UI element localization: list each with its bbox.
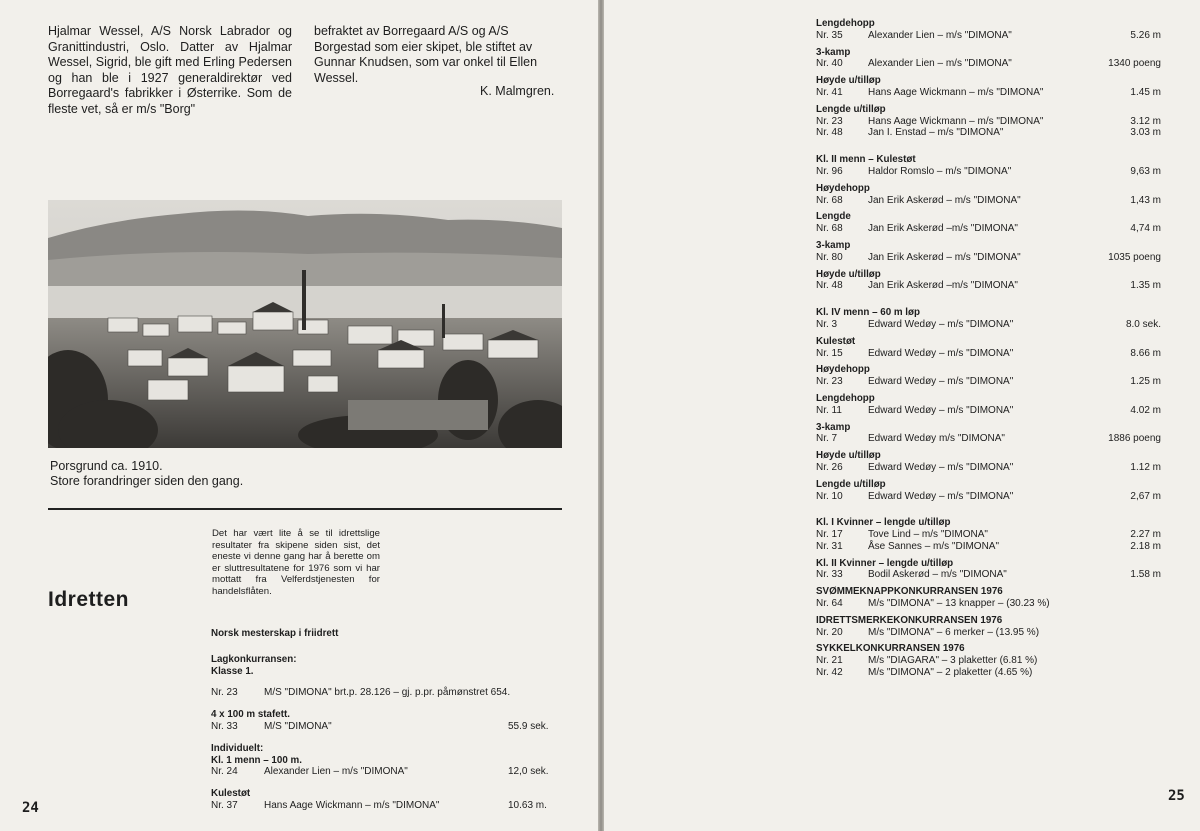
result-nr: Nr. 48 xyxy=(816,280,843,292)
result-nr: Nr. 80 xyxy=(816,251,843,263)
result-group xyxy=(816,643,1161,678)
shot-row xyxy=(211,800,566,812)
photo-caption xyxy=(50,459,243,489)
result-group xyxy=(816,364,1161,388)
result-nr: Nr. 96 xyxy=(816,165,843,177)
author-signature: K. Malmgren. xyxy=(480,84,555,98)
result-name: M/s "DIMONA" – 2 plaketter (4.65 %) xyxy=(868,667,1033,679)
result-group xyxy=(816,479,1161,503)
result-nr: Nr. 40 xyxy=(816,58,843,70)
result-value: 3.03 m xyxy=(1130,127,1161,139)
result-name: Edward Wedøy – m/s "DIMONA" xyxy=(868,318,1014,330)
result-value: 8.0 sek. xyxy=(1125,318,1161,330)
result-name: Tove Lind – m/s "DIMONA" xyxy=(868,529,988,541)
result-nr: Nr. 10 xyxy=(816,490,843,502)
result-row xyxy=(816,195,1161,207)
result-row xyxy=(816,348,1161,360)
result-group xyxy=(816,517,1161,552)
shot-row-value: 10.63 m. xyxy=(508,799,547,811)
result-row xyxy=(816,655,1161,667)
result-value: 4.02 m xyxy=(1130,404,1161,416)
result-group-heading: SVØMMEKNAPPKONKURRANSEN 1976 xyxy=(816,586,1003,598)
result-name: Alexander Lien – m/s "DIMONA" xyxy=(868,29,1012,41)
result-value: 2.18 m xyxy=(1130,540,1161,552)
result-group xyxy=(816,450,1161,474)
result-group-heading: Lengdehopp xyxy=(816,392,875,404)
result-value: 1340 poeng xyxy=(1108,58,1161,70)
result-row xyxy=(816,541,1161,553)
result-row xyxy=(816,166,1161,178)
result-nr: Nr. 31 xyxy=(816,540,843,552)
result-group-heading: Kl. I Kvinner – lengde u/tilløp xyxy=(816,517,951,529)
result-name: Edward Wedøy – m/s "DIMONA" xyxy=(868,461,1014,473)
result-row xyxy=(816,376,1161,388)
section-divider xyxy=(48,508,562,510)
individual-class: Kl. 1 menn – 100 m. xyxy=(211,754,302,766)
result-value: 2.27 m xyxy=(1130,529,1161,541)
caption-line-1: Porsgrund ca. 1910. xyxy=(50,459,163,473)
result-value: 1035 poeng xyxy=(1108,251,1161,263)
result-group-heading: Kl. II menn – Kulestøt xyxy=(816,154,916,166)
result-value: 3.12 m xyxy=(1130,115,1161,127)
result-value: 1.35 m xyxy=(1130,280,1161,292)
team-row xyxy=(211,687,566,699)
relay-row-name: M/S "DIMONA" xyxy=(264,720,332,732)
result-group xyxy=(816,336,1161,360)
result-name: M/s "DIAGARA" – 3 plaketter (6.81 %) xyxy=(868,655,1038,667)
result-nr: Nr. 35 xyxy=(816,29,843,41)
result-name: Jan Erik Askerød –m/s "DIMONA" xyxy=(868,223,1018,235)
result-value: 1.58 m xyxy=(1130,569,1161,581)
result-group xyxy=(816,558,1161,582)
result-group xyxy=(816,586,1161,610)
page-number-left: 24 xyxy=(22,800,39,816)
result-name: Jan Erik Askerød – m/s "DIMONA" xyxy=(868,251,1021,263)
team-row-text: M/S "DIMONA" brt.p. 28.126 – gj. p.pr. påmønstret 654. xyxy=(264,687,511,699)
caption-line-2: Store forandringer siden den gang. xyxy=(50,474,244,488)
result-value: 1.12 m xyxy=(1130,461,1161,473)
individual-row xyxy=(211,766,566,778)
right-page xyxy=(604,0,1200,831)
individual-row-value: 12,0 sek. xyxy=(508,766,549,778)
sport-intro: Det har vært lite å se til idrettslige resultater fra skipene siden sist, det eneste vi denne gang har å berette om er sluttresultatene for 1976 som vi har mottatt fra Velferdstjenesten for handelsflåten. xyxy=(212,528,380,597)
relay-heading: 4 x 100 m stafett. xyxy=(211,709,290,721)
result-value: 9,63 m xyxy=(1130,165,1161,177)
result-nr: Nr. 42 xyxy=(816,667,843,679)
result-value: 5.26 m xyxy=(1130,29,1161,41)
result-row xyxy=(816,529,1161,541)
result-nr: Nr. 48 xyxy=(816,127,843,139)
result-group-heading: Lengdehopp xyxy=(816,18,875,29)
result-nr: Nr. 68 xyxy=(816,223,843,235)
result-group-heading: Kl. IV menn – 60 m løp xyxy=(816,307,920,319)
result-nr: Nr. 20 xyxy=(816,626,843,638)
result-value: 4,74 m xyxy=(1130,223,1161,235)
result-name: Åse Sannes – m/s "DIMONA" xyxy=(868,540,1000,552)
shot-heading: Kulestøt xyxy=(211,788,251,800)
result-nr: Nr. 41 xyxy=(816,86,843,98)
result-group xyxy=(816,183,1161,207)
result-row xyxy=(816,569,1161,581)
result-value: 1.25 m xyxy=(1130,376,1161,388)
result-group-heading: 3-kamp xyxy=(816,421,851,433)
result-row xyxy=(816,127,1161,139)
result-name: Edward Wedøy – m/s "DIMONA" xyxy=(868,490,1014,502)
result-row xyxy=(816,598,1161,610)
result-name: Bodil Askerød – m/s "DIMONA" xyxy=(868,569,1007,581)
historic-town-photo xyxy=(48,200,562,448)
result-nr: Nr. 33 xyxy=(816,569,843,581)
result-nr: Nr. 23 xyxy=(816,115,843,127)
shot-row-nr: Nr. 37 xyxy=(211,799,238,811)
relay-row xyxy=(211,721,566,733)
result-row xyxy=(816,667,1161,679)
result-row xyxy=(816,280,1161,292)
result-row xyxy=(816,87,1161,99)
result-group-heading: IDRETTSMERKEKONKURRANSEN 1976 xyxy=(816,614,1003,626)
individual-heading: Individuelt: xyxy=(211,742,264,754)
result-nr: Nr. 21 xyxy=(816,655,843,667)
result-row xyxy=(816,252,1161,264)
result-nr: Nr. 17 xyxy=(816,529,843,541)
result-group xyxy=(816,75,1161,99)
result-group xyxy=(816,104,1161,139)
result-nr: Nr. 3 xyxy=(816,318,838,330)
result-group xyxy=(816,393,1161,417)
result-group xyxy=(816,615,1161,639)
result-value: 1,43 m xyxy=(1130,194,1161,206)
result-name: Edward Wedøy – m/s "DIMONA" xyxy=(868,376,1014,388)
result-value: 1886 poeng xyxy=(1108,433,1161,445)
result-group-heading: Høydehopp xyxy=(816,182,870,194)
result-group-heading: Høyde u/tilløp xyxy=(816,268,881,280)
result-row xyxy=(816,116,1161,128)
result-value: 8.66 m xyxy=(1130,347,1161,359)
result-group-heading: Lengde u/tilløp xyxy=(816,103,886,115)
result-group xyxy=(816,240,1161,264)
page-number-right: 25 xyxy=(1168,788,1185,804)
result-nr: Nr. 15 xyxy=(816,347,843,359)
result-group xyxy=(816,18,1161,42)
result-group-heading: Høyde u/tilløp xyxy=(816,450,881,462)
result-group xyxy=(816,422,1161,446)
result-row xyxy=(816,58,1161,70)
result-row xyxy=(816,223,1161,235)
result-nr: Nr. 7 xyxy=(816,433,838,445)
result-name: M/s "DIMONA" – 13 knapper – (30.23 %) xyxy=(868,598,1050,610)
result-group xyxy=(816,269,1161,293)
left-page xyxy=(0,0,598,831)
result-group-heading: 3-kamp xyxy=(816,46,851,58)
result-name: Edward Wedøy – m/s "DIMONA" xyxy=(868,347,1014,359)
team-class: Klasse 1. xyxy=(211,665,254,677)
result-group xyxy=(816,154,1161,178)
result-name: Jan Erik Askerød –m/s "DIMONA" xyxy=(868,280,1018,292)
result-group xyxy=(816,307,1161,331)
championship-heading: Norsk mesterskap i friidrett xyxy=(211,628,339,639)
result-name: Edward Wedøy – m/s "DIMONA" xyxy=(868,404,1014,416)
result-nr: Nr. 64 xyxy=(816,598,843,610)
right-results xyxy=(816,13,1161,679)
result-row xyxy=(816,319,1161,331)
result-row xyxy=(816,627,1161,639)
result-name: M/s "DIMONA" – 6 merker – (13.95 %) xyxy=(868,626,1040,638)
shot-row-name: Hans Aage Wickmann – m/s "DIMONA" xyxy=(264,799,440,811)
result-name: Hans Aage Wickmann – m/s "DIMONA" xyxy=(868,86,1044,98)
result-value: 1.45 m xyxy=(1130,86,1161,98)
result-name: Alexander Lien – m/s "DIMONA" xyxy=(868,58,1012,70)
result-name: Edward Wedøy m/s "DIMONA" xyxy=(868,433,1005,445)
result-group-heading: 3-kamp xyxy=(816,239,851,251)
individual-row-nr: Nr. 24 xyxy=(211,766,238,778)
result-row xyxy=(816,462,1161,474)
article-column-2: befraktet av Borregaard A/S og A/S Borgestad som eier skipet, ble stiftet av Gunnar Knudsen, som var onkel til Ellen Wessel. xyxy=(314,24,538,85)
result-row xyxy=(816,30,1161,42)
result-row xyxy=(816,491,1161,503)
result-name: Jan Erik Askerød – m/s "DIMONA" xyxy=(868,194,1021,206)
result-name: Haldor Romslo – m/s "DIMONA" xyxy=(868,165,1012,177)
result-nr: Nr. 26 xyxy=(816,461,843,473)
result-group-heading: Høydehopp xyxy=(816,364,870,376)
article-column-1: Hjalmar Wessel, A/S Norsk Labrador og Granittindustri, Oslo. Datter av Hjalmar Wessel, Sigrid, ble gift med Erling Pedersen og han ble i 1927 generaldirektør ved Borregaard's fabrikker i Østerrike. Som de fleste vet, så er m/s "Borg" xyxy=(48,24,292,116)
result-row xyxy=(816,433,1161,445)
individual-row-name: Alexander Lien – m/s "DIMONA" xyxy=(264,766,408,778)
result-group xyxy=(816,211,1161,235)
result-group xyxy=(816,47,1161,71)
result-nr: Nr. 11 xyxy=(816,404,842,416)
left-results xyxy=(211,628,566,812)
result-value: 2,67 m xyxy=(1130,490,1161,502)
result-group-heading: Høyde u/tilløp xyxy=(816,75,881,87)
result-group-heading: Lengde u/tilløp xyxy=(816,478,886,490)
team-heading: Lagkonkurransen: xyxy=(211,653,297,665)
relay-row-nr: Nr. 33 xyxy=(211,720,238,732)
relay-row-value: 55.9 sek. xyxy=(508,720,549,732)
result-group-heading: Kl. II Kvinner – lengde u/tilløp xyxy=(816,557,954,569)
result-nr: Nr. 23 xyxy=(816,376,843,388)
sport-section-title: Idretten xyxy=(48,588,130,611)
result-group-heading: SYKKELKONKURRANSEN 1976 xyxy=(816,643,965,655)
result-group-heading: Lengde xyxy=(816,211,851,223)
result-name: Jan I. Enstad – m/s "DIMONA" xyxy=(868,127,1004,139)
result-group-heading: Kulestøt xyxy=(816,335,856,347)
result-nr: Nr. 68 xyxy=(816,194,843,206)
team-row-nr: Nr. 23 xyxy=(211,687,238,699)
result-name: Hans Aage Wickmann – m/s "DIMONA" xyxy=(868,115,1044,127)
result-row xyxy=(816,405,1161,417)
